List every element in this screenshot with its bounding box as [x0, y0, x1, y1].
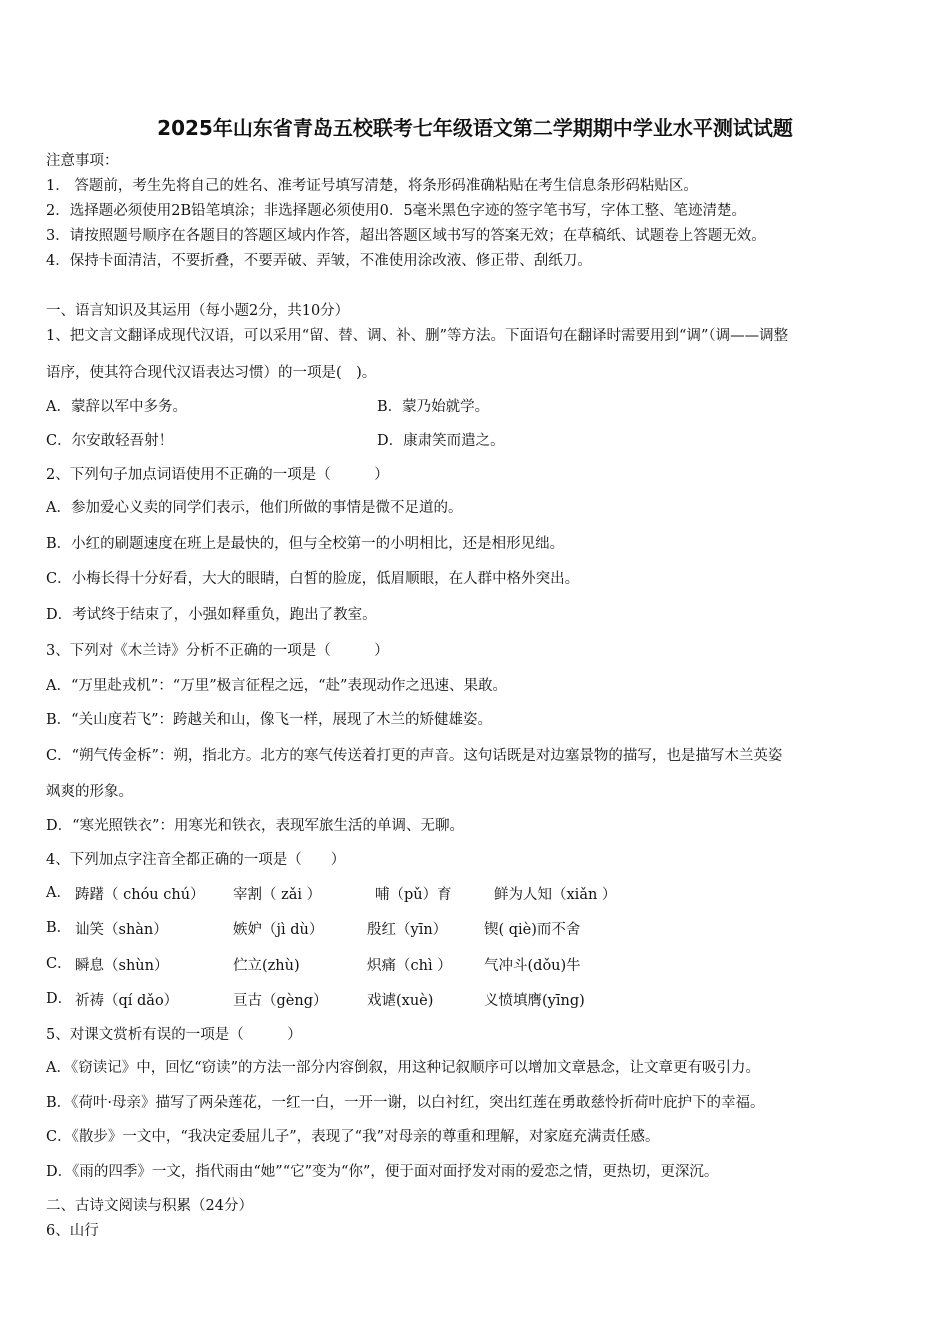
q2-option-d: D．考试终于结束了，小强如释重负，跑出了教室。 — [46, 607, 377, 623]
q5-option-c: C．《散步》一文中，“我决定委屈儿子”，表现了“我”对母亲的尊重和理解，对家庭充满责任感。 — [46, 1129, 660, 1145]
q4-row-d-item-4: 义愤填膺(yīng) — [484, 993, 585, 1009]
q1-option-c: C．尔安敢轻吾射！ — [46, 433, 174, 449]
q4-stem: 4、下列加点字注音全都正确的一项是（ ） — [46, 852, 346, 868]
q6-title: 6、山行 — [46, 1223, 99, 1239]
q3-option-a: A．“万里赴戎机”：“万里”极言征程之远，“赴”表现动作之迅速、果敢。 — [46, 678, 507, 694]
q4-row-a-item-2: 宰割（ zǎi ） — [233, 887, 322, 903]
q4-row-b-label: B． — [46, 920, 72, 936]
q4-row-c-item-1: 瞬息（shùn） — [75, 958, 169, 974]
q4-row-b-item-3: 殷红（yīn） — [367, 922, 448, 938]
notice-item-1: 1． 答题前，考生先将自己的姓名、准考证号填写清楚，将条形码准确粘贴在考生信息条形码粘贴区。 — [46, 178, 698, 194]
notice-item-3: 3．请按照题号顺序在各题目的答题区域内作答，超出答题区域书写的答案无效；在草稿纸、试题卷上答题无效。 — [46, 228, 766, 244]
section2-heading: 二、古诗文阅读与积累（24分） — [46, 1198, 253, 1214]
q2-option-a: A．参加爱心义卖的同学们表示，他们所做的事情是微不足道的。 — [46, 500, 463, 516]
q3-option-c-line2: 飒爽的形象。 — [46, 784, 133, 800]
q4-row-b-item-2: 嫉妒（jì dù） — [233, 922, 324, 938]
q4-row-d-item-2: 亘古（gèng） — [233, 993, 328, 1009]
q1-stem-line2: 语序，使其符合现代汉语表达习惯）的一项是( )。 — [46, 365, 377, 381]
q2-stem: 2、下列句子加点词语使用不正确的一项是（ ） — [46, 467, 389, 483]
q2-option-b: B．小红的刷题速度在班上是最快的，但与全校第一的小明相比，还是相形见绌。 — [46, 536, 565, 552]
q4-row-d-item-1: 祈祷（qí dǎo） — [75, 993, 179, 1009]
q4-row-b-item-4: 锲( qiè)而不舍 — [484, 922, 581, 938]
section1-heading: 一、语言知识及其运用（每小题2分，共10分） — [46, 303, 350, 319]
q4-row-c-label: C． — [46, 956, 72, 972]
q1-option-a: A．蒙辞以军中多务。 — [46, 399, 187, 415]
q4-row-d-item-3: 戏谑(xuè) — [367, 993, 434, 1009]
q4-row-b-item-1: 讪笑（shàn） — [75, 922, 168, 938]
q3-option-b: B．“关山度若飞”：跨越关和山，像飞一样，展现了木兰的矫健雄姿。 — [46, 712, 492, 728]
q3-option-c-line1: C．“朔气传金柝”：朔，指北方。北方的寒气传送着打更的声音。这句话既是对边塞景物的描写，也是描写木兰英姿 — [46, 748, 783, 764]
page-title: 2025年山东省青岛五校联考七年级语文第二学期期中学业水平测试试题 — [157, 116, 793, 140]
q4-row-a-item-4: 鲜为人知（xiǎn ） — [494, 887, 617, 903]
q4-row-a-label: A． — [46, 885, 71, 901]
q5-option-d: D．《雨的四季》一文，指代雨由“她”“它”变为“你”，便于面对面抒发对雨的爱恋之情，更热切，更深沉。 — [46, 1164, 719, 1180]
q1-option-b: B．蒙乃始就学。 — [377, 399, 490, 415]
notice-item-2: 2．选择题必须使用2B铅笔填涂；非选择题必须使用0．5毫米黑色字迹的签字笔书写，字体工整、笔迹清楚。 — [46, 203, 747, 219]
q5-stem: 5、对课文赏析有误的一项是（ ） — [46, 1027, 302, 1043]
q4-row-c-item-2: 伫立(zhù) — [233, 958, 300, 974]
q3-stem: 3、下列对《木兰诗》分析不正确的一项是（ ） — [46, 643, 389, 659]
q4-row-d-label: D． — [46, 991, 73, 1007]
q5-option-b: B．《荷叶·母亲》描写了两朵莲花，一红一白，一开一谢，以白衬红，突出红莲在勇敢慈怜折荷叶庇护下的幸福。 — [46, 1095, 765, 1111]
q1-stem-line1: 1、把文言文翻译成现代汉语，可以采用“留、替、调、补、删”等方法。下面语句在翻译时需要用到“调”（调——调整 — [46, 328, 789, 344]
q4-row-c-item-4: 气冲斗(dǒu)牛 — [484, 958, 581, 974]
q5-option-a: A．《窃读记》中，回忆“窃读”的方法一部分内容倒叙，用这种记叙顺序可以增加文章悬念，让文章更有吸引力。 — [46, 1060, 761, 1076]
notice-item-4: 4．保持卡面清洁，不要折叠，不要弄破、弄皱，不准使用涂改液、修正带、刮纸刀。 — [46, 253, 592, 269]
q2-option-c: C．小梅长得十分好看，大大的眼睛，白皙的脸庞，低眉顺眼，在人群中格外突出。 — [46, 571, 580, 587]
q3-option-d: D．“寒光照铁衣”：用寒光和铁衣，表现军旅生活的单调、无聊。 — [46, 818, 464, 834]
q4-row-a-item-1: 踌躇（ chóu chú） — [75, 887, 205, 903]
q1-option-d: D．康肃笑而遣之。 — [377, 433, 505, 449]
notice-heading: 注意事项： — [46, 153, 119, 169]
q4-row-a-item-3: 哺（pǔ）育 — [375, 887, 452, 903]
q4-row-c-item-3: 炽痛（chì ） — [367, 958, 452, 974]
